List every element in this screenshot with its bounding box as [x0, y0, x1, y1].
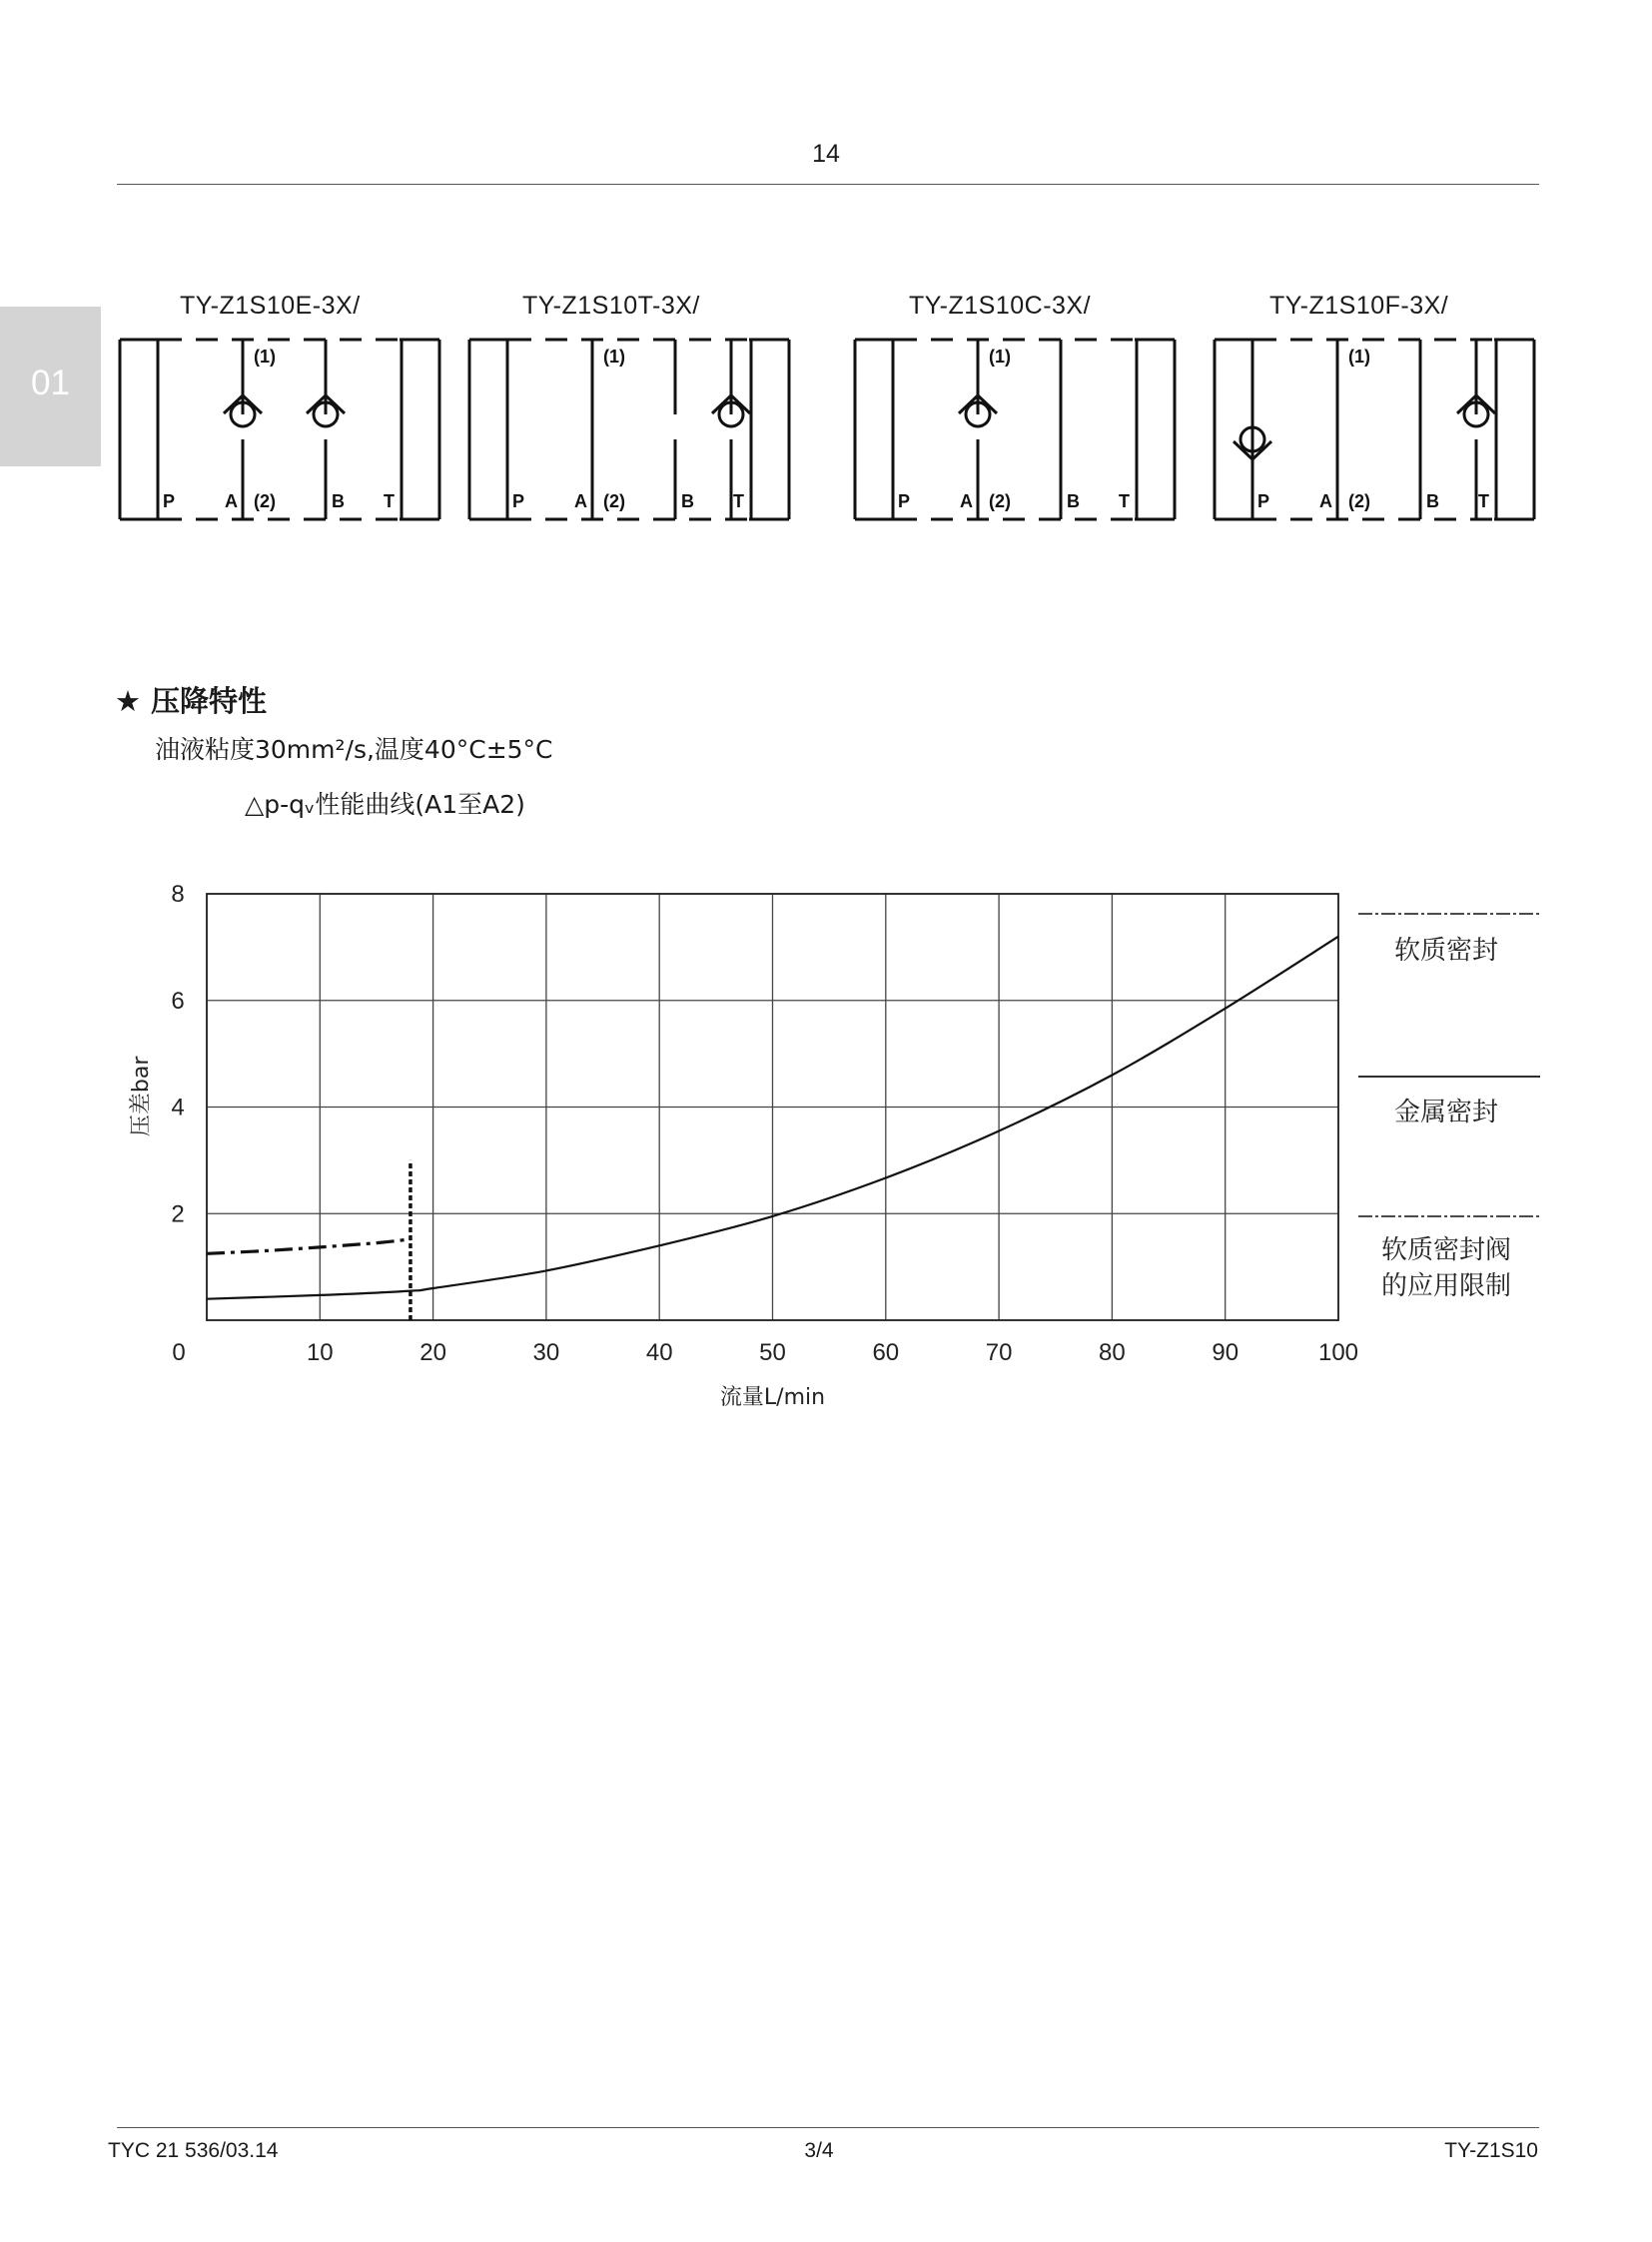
- x-tick-label: 90: [1212, 1339, 1239, 1366]
- star-icon: ★: [115, 684, 141, 718]
- port-label-p: P: [163, 491, 176, 511]
- footer-doc-number: TYC 21 536/03.14: [108, 2139, 279, 2162]
- y-tick-label: 2: [171, 1200, 185, 1228]
- legend-label: 软质密封阀: [1380, 1235, 1512, 1265]
- port-label-t: T: [384, 491, 395, 511]
- port-label-2: (2): [989, 491, 1011, 511]
- port-label-b: B: [1067, 491, 1080, 511]
- port-label-2: (2): [254, 491, 276, 511]
- x-tick-label: 40: [645, 1339, 673, 1366]
- chart-grid: [207, 894, 1338, 1320]
- port-label-t: T: [733, 491, 744, 511]
- port-label-a: A: [960, 491, 973, 511]
- page-number: 14: [812, 140, 840, 168]
- y-axis-label: 压差bar: [129, 1056, 154, 1137]
- port-label-a: A: [1319, 491, 1332, 511]
- port-label-b: B: [1426, 491, 1439, 511]
- x-tick-label: 20: [419, 1339, 446, 1366]
- legend-label: 软质密封: [1393, 936, 1499, 966]
- symbol-title-f: TY-Z1S10F-3X/: [1269, 292, 1449, 320]
- symbol-title-c: TY-Z1S10C-3X/: [909, 292, 1092, 320]
- port-label-1: (1): [1348, 347, 1370, 367]
- x-tick-label: 50: [759, 1339, 786, 1366]
- port-label-2: (2): [1348, 491, 1370, 511]
- port-label-b: B: [681, 491, 694, 511]
- port-label-1: (1): [603, 347, 625, 367]
- port-label-a: A: [574, 491, 587, 511]
- y-tick-label: 6: [171, 987, 185, 1015]
- port-label-1: (1): [989, 347, 1011, 367]
- legend-label: 金属密封: [1393, 1098, 1499, 1127]
- x-tick-label: 10: [306, 1339, 334, 1366]
- section-heading-text: 压降特性: [151, 684, 268, 718]
- chart-legend: [1358, 914, 1540, 1301]
- port-label-p: P: [512, 491, 525, 511]
- series-soft-seal-line: [207, 1239, 411, 1253]
- x-tick-label: 0: [172, 1339, 186, 1366]
- x-tick-label: 80: [1099, 1339, 1126, 1366]
- port-label-p: P: [1257, 491, 1270, 511]
- footer-model: TY-Z1S10: [1444, 2139, 1538, 2162]
- x-tick-label: 70: [985, 1339, 1013, 1366]
- legend-label: 的应用限制: [1380, 1271, 1512, 1301]
- chapter-tab-label: 01: [31, 364, 70, 402]
- chart-title: △p-qᵥ性能曲线(A1至A2): [245, 790, 525, 819]
- port-label-p: P: [898, 491, 911, 511]
- y-tick-label: 4: [171, 1094, 185, 1121]
- footer-rule: [117, 2127, 1539, 2128]
- x-tick-label: 30: [532, 1339, 560, 1366]
- test-condition: 油液粘度30mm²/s,温度40°C±5°C: [155, 735, 553, 764]
- x-tick-label: 100: [1317, 1339, 1359, 1366]
- port-label-a: A: [225, 491, 238, 511]
- port-label-t: T: [1119, 491, 1130, 511]
- port-label-1: (1): [254, 347, 276, 367]
- symbol-title-t: TY-Z1S10T-3X/: [522, 292, 700, 320]
- symbol-title-e: TY-Z1S10E-3X/: [180, 292, 361, 320]
- x-tick-label: 60: [872, 1339, 900, 1366]
- port-label-b: B: [332, 491, 345, 511]
- port-label-2: (2): [603, 491, 625, 511]
- port-label-t: T: [1478, 491, 1489, 511]
- x-axis-label: 流量L/min: [719, 1385, 826, 1410]
- y-tick-label: 8: [171, 881, 185, 908]
- footer-page-count: 3/4: [804, 2139, 834, 2162]
